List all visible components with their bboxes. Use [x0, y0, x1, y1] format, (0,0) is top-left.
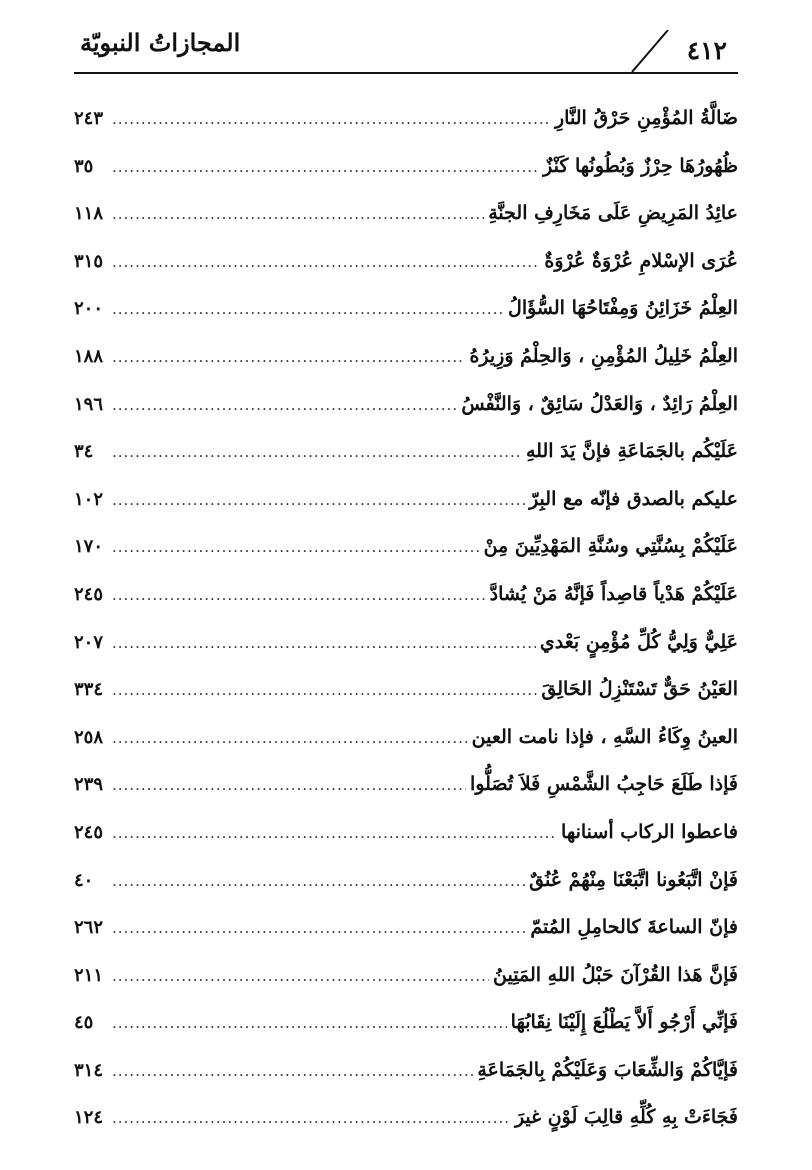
index-list	[74, 95, 738, 1142]
index-entry	[74, 857, 738, 905]
page-header	[0, 0, 812, 80]
entry-page-number: ٢٤٣	[74, 108, 104, 129]
index-entry	[74, 571, 738, 619]
dot-leader	[112, 144, 539, 192]
entry-text: عَلَيْكُمْ هَدْياً قاصِداً فَإنَّهُ مَنْ يُشادَّ	[489, 582, 738, 605]
dot-leader	[112, 858, 525, 906]
entry-page-number: ٤٥	[74, 1012, 94, 1034]
entry-text: فاعطوا الركاب أسنانها	[561, 820, 738, 843]
header-rule	[74, 72, 738, 74]
entry-text: ضَالَّةُ المُؤْمِنِ حَرْقُ النَّارِ	[555, 107, 738, 129]
entry-text: العِلْمُ خَزَائِنُ وَمِفْتَاحُهَا السُّؤَالُ	[508, 297, 738, 320]
index-entry	[74, 428, 738, 476]
dot-leader	[112, 1048, 473, 1096]
dot-leader	[112, 810, 557, 858]
entry-text: العِلْمُ رَائِدٌ ، وَالعَدْلُ سَائِقٌ ، وَالنَّفْسُ	[461, 392, 738, 415]
index-entry	[74, 999, 738, 1047]
index-entry	[74, 523, 738, 571]
entry-page-number: ٣٣٤	[74, 679, 104, 701]
entry-page-number: ٤٠	[74, 869, 94, 891]
index-entry	[74, 714, 738, 762]
index-entry	[74, 476, 738, 524]
dot-leader	[112, 620, 536, 668]
entry-page-number: ٢٠٧	[74, 631, 104, 653]
entry-page-number: ١١٨	[74, 203, 104, 225]
entry-text: عَلَيْكُم بالجَمَاعَةِ فإنَّ يَدَ اللهِ	[525, 440, 738, 463]
dot-leader	[112, 667, 537, 715]
index-entry	[74, 666, 738, 714]
entry-page-number: ٣١٤	[74, 1059, 104, 1081]
index-entry	[74, 95, 738, 143]
dot-leader	[112, 905, 526, 953]
entry-text: العينُ وِكَاءُ السَّهِ ، فإذا نامت العين	[471, 725, 738, 748]
index-entry	[74, 333, 738, 381]
dot-leader	[112, 382, 457, 430]
entry-page-number: ١٠٢	[74, 488, 104, 510]
entry-text: ظُهُورُهَا حِرْزٌ وَبُطُونُها كَنْزٌ	[543, 154, 738, 177]
entry-page-number: ٢٥٨	[74, 726, 104, 748]
dot-leader	[112, 762, 466, 810]
entry-text: فَإذا طَلَعَ حَاجِبُ الشَّمْسِ فَلاَ تُصَلُّوا	[470, 773, 738, 796]
running-title: المجازاتُ النبويّة	[80, 28, 241, 57]
entry-text: فَجَاءَتْ بِهِ كُلِّهِ قالِبَ لَوْنٍ غيرَ	[514, 1106, 738, 1129]
entry-page-number: ٢٠٠	[74, 298, 104, 320]
dot-leader	[112, 1000, 507, 1048]
entry-page-number: ١٨٨	[74, 345, 104, 367]
dot-leader	[112, 572, 486, 620]
entry-text: العِلْمُ خَلِيلُ المُؤْمِنِ ، وَالحِلْمُ وَزِيرُهُ	[469, 344, 738, 367]
index-entry	[74, 285, 738, 333]
index-entry	[74, 1094, 738, 1142]
dot-leader	[112, 96, 551, 144]
entry-page-number: ٢٣٩	[74, 774, 104, 796]
entry-page-number: ٢٤٥	[74, 583, 104, 605]
dot-leader	[112, 239, 540, 287]
dot-leader	[112, 477, 525, 525]
dot-leader	[112, 953, 489, 1001]
entry-page-number: ٣٥	[74, 155, 94, 177]
index-entry	[74, 809, 738, 857]
dot-leader	[112, 715, 468, 763]
entry-page-number: ٢٤٥	[74, 821, 104, 843]
entry-text: عُرَى الإسْلامِ عُرْوَةٌ عُرْوَةٌ	[544, 249, 738, 272]
header-slant-line	[630, 30, 670, 74]
dot-leader	[112, 334, 465, 382]
entry-text: عائِدُ المَرِيضِ عَلَى مَخَارِفِ الجنَّةِ	[488, 202, 738, 225]
index-entry	[74, 381, 738, 429]
entry-page-number: ١٧٠	[74, 536, 104, 558]
entry-page-number: ٣٤	[74, 441, 94, 463]
index-entry	[74, 904, 738, 952]
entry-page-number: ١٢٤	[74, 1107, 104, 1129]
entry-page-number: ٢١١	[74, 964, 104, 986]
dot-leader	[112, 191, 484, 239]
dot-leader	[112, 286, 504, 334]
entry-text: عَلِيٌّ وَلِيُّ كُلِّ مُؤْمِنٍ بَعْدي	[539, 630, 738, 653]
index-entry	[74, 190, 738, 238]
entry-text: فَإنْ اتَّبَعُونا اتَّبَعْنَا مِنْهُمْ عُنُقٌ	[529, 868, 738, 891]
dot-leader	[112, 429, 522, 477]
entry-text: فَإنِّي أَرْجُو أَلاَّ يَطْلُعَ إِلَيْنَا نِقَابُهَا	[510, 1011, 738, 1034]
entry-page-number: ١٩٦	[74, 393, 104, 415]
index-entry	[74, 761, 738, 809]
entry-page-number: ٣١٥	[74, 250, 104, 272]
index-entry	[74, 1047, 738, 1095]
entry-page-number: ٢٦٢	[74, 917, 104, 939]
entry-text: عليكم بالصدق فإنّه مع البِرّ	[529, 487, 738, 510]
dot-leader	[112, 1095, 511, 1143]
index-entry	[74, 619, 738, 667]
page-number: ٤١٢	[686, 36, 727, 65]
index-entry	[74, 143, 738, 191]
index-entry	[74, 238, 738, 286]
entry-text: فَإنَّ هَذا القُرْآنَ حَبْلُ اللهِ المَتِينُ	[493, 963, 738, 986]
dot-leader	[112, 524, 480, 572]
entry-text: فإنّ الساعةَ كالحامِلِ المُتمّ	[530, 916, 738, 939]
entry-text: عَلَيْكُمْ بِسُنَّتِي وسُنَّةِ المَهْدِيِّينَ مِنْ	[483, 535, 738, 558]
index-entry	[74, 952, 738, 1000]
entry-text: العَيْنُ حَقٌّ تَسْتَنْزِلُ الحَالِقَ	[541, 678, 738, 701]
entry-text: فَإيَّاكُمْ وَالشِّعَابَ وَعَلَيْكُمْ بِالجَمَاعَةِ	[477, 1058, 738, 1081]
